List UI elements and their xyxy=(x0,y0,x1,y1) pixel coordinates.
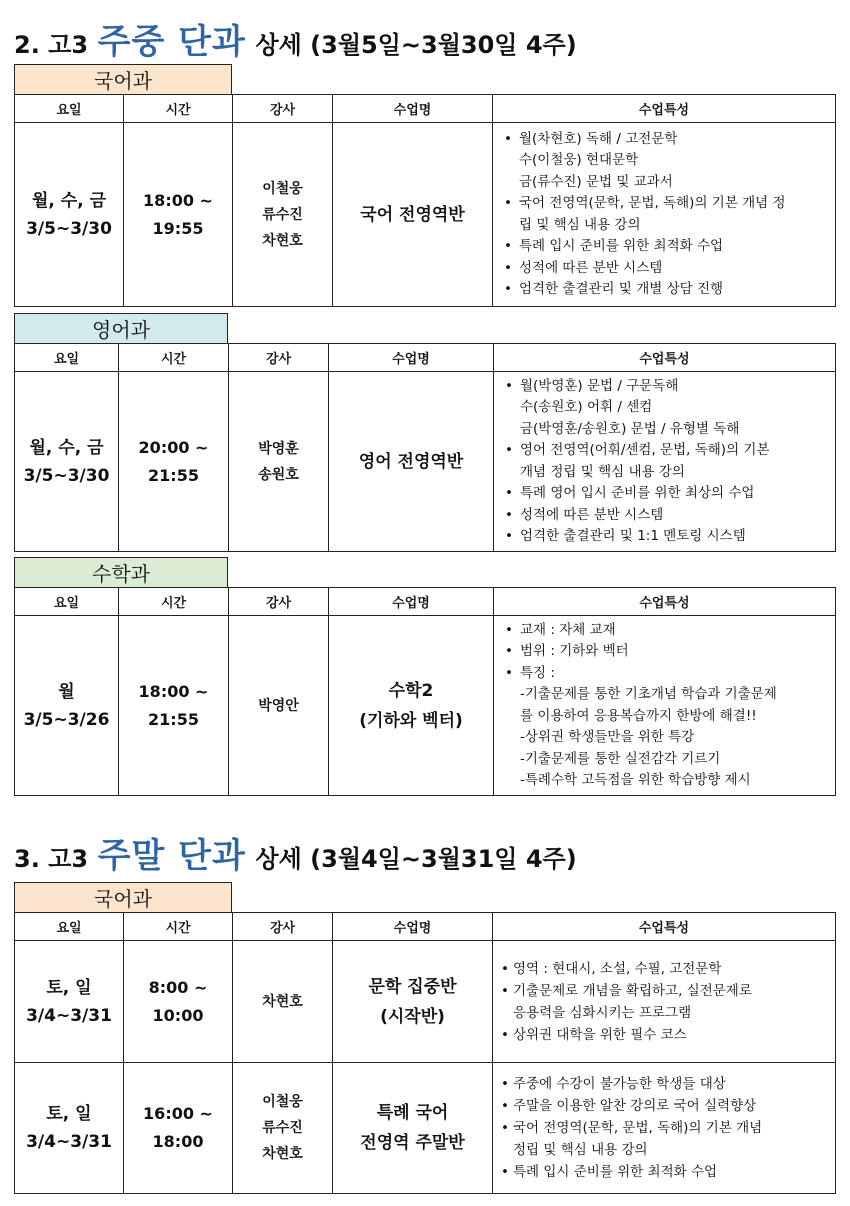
col-header-day: 요일 xyxy=(15,95,124,123)
col-header-teacher: 강사 xyxy=(229,588,329,616)
class-name-cell: 국어 전영역반 xyxy=(333,123,493,307)
feature-line: • 월(차현호) 독해 / 고전문학 xyxy=(497,129,829,151)
col-header-time: 시간 xyxy=(119,344,229,372)
col-header-class: 수업명 xyxy=(329,588,494,616)
heading-detail: 상세 (3월4일~3월31일 4주) xyxy=(255,845,577,873)
table-header-row xyxy=(15,344,836,372)
subject-tab-korean-weekend: 국어과 xyxy=(14,882,232,912)
col-header-time: 시간 xyxy=(119,588,229,616)
section-heading-weekday xyxy=(14,14,577,63)
col-header-class: 수업명 xyxy=(333,913,493,941)
col-header-class: 수업명 xyxy=(329,344,494,372)
feature-line: • 상위권 대학을 위한 필수 코스 xyxy=(497,1024,829,1046)
feature-line: -기출문제를 통한 기초개념 학습과 기출문제 xyxy=(520,686,777,702)
day-cell: 월, 수, 금 3/5~3/30 xyxy=(15,123,124,307)
heading-detail: 상세 (3월5일~3월30일 4주) xyxy=(255,31,577,59)
feature-line: • 엄격한 출결관리 및 개별 상담 진행 xyxy=(497,279,829,301)
features-cell xyxy=(494,616,836,796)
feature-line: • 엄격한 출결관리 및 1:1 멘토링 시스템 xyxy=(498,526,829,548)
feature-line: • 주말을 이용한 알찬 강의로 국어 실력향상 xyxy=(497,1095,829,1117)
time-cell: 18:00 ~ 19:55 xyxy=(124,123,233,307)
day-cell: 월 3/5~3/26 xyxy=(15,616,119,796)
col-header-features: 수업특성 xyxy=(494,588,836,616)
time-cell: 20:00 ~ 21:55 xyxy=(119,372,229,552)
col-header-features: 수업특성 xyxy=(494,344,836,372)
col-header-day: 요일 xyxy=(15,588,119,616)
feature-line: • 범위 : 기하와 벡터 xyxy=(498,641,829,663)
class-name-cell: 문학 집중반 (시작반) xyxy=(333,941,493,1063)
day-cell: 월, 수, 금 3/5~3/30 xyxy=(15,372,119,552)
feature-line: • 특례 입시 준비를 위한 최적화 수업 xyxy=(497,1161,829,1183)
teacher-cell: 이철웅 류수진 차현호 xyxy=(233,123,333,307)
feature-line: • 특례 영어 입시 준비를 위한 최상의 수업 xyxy=(498,483,829,505)
features-cell xyxy=(493,941,836,1063)
time-cell: 18:00 ~ 21:55 xyxy=(119,616,229,796)
table-row xyxy=(15,1063,836,1194)
subject-tab-math: 수학과 xyxy=(14,557,228,587)
col-header-features: 수업특성 xyxy=(493,95,836,123)
feature-line: -상위권 학생들만을 위한 특강 xyxy=(520,729,695,745)
table-row xyxy=(15,372,836,552)
col-header-teacher: 강사 xyxy=(233,95,333,123)
feature-line: 수(송원호) 어휘 / 센컴 xyxy=(520,399,653,415)
day-cell: 토, 일 3/4~3/31 xyxy=(15,941,124,1063)
col-header-day: 요일 xyxy=(15,913,124,941)
class-name-cell: 영어 전영역반 xyxy=(329,372,494,552)
feature-line: • 국어 전영역(문학, 문법, 독해)의 기본 개념 xyxy=(497,1117,829,1139)
col-header-teacher: 강사 xyxy=(229,344,329,372)
subject-tab-english: 영어과 xyxy=(14,313,228,343)
teacher-cell: 박영안 xyxy=(229,616,329,796)
col-header-teacher: 강사 xyxy=(233,913,333,941)
feature-line: • 기출문제로 개념을 확립하고, 실전문제로 xyxy=(497,980,829,1002)
feature-line: • 성적에 따른 분반 시스템 xyxy=(497,258,829,280)
feature-line: 금(박영훈/송원호) 문법 / 유형별 독해 xyxy=(520,420,740,437)
features-cell xyxy=(493,123,836,307)
feature-line: 수(이철웅) 현대문학 xyxy=(519,152,639,168)
feature-line: • 영어 전영역(어휘/센컴, 문법, 독해)의 기본 xyxy=(498,440,829,462)
table-header-row xyxy=(15,913,836,941)
feature-line: -특례수학 고득점을 위한 학습방향 제시 xyxy=(520,772,751,788)
day-cell: 토, 일 3/4~3/31 xyxy=(15,1063,124,1194)
feature-line: • 영역 : 현대시, 소설, 수필, 고전문학 xyxy=(497,958,829,980)
feature-line: • 특례 입시 준비를 위한 최적화 수업 xyxy=(497,236,829,258)
feature-line: 립 및 핵심 내용 강의 xyxy=(519,216,641,233)
teacher-cell: 박영훈 송원호 xyxy=(229,372,329,552)
features-cell xyxy=(494,372,836,552)
time-cell: 16:00 ~ 18:00 xyxy=(124,1063,233,1194)
col-header-class: 수업명 xyxy=(333,95,493,123)
col-header-day: 요일 xyxy=(15,344,119,372)
feature-line: -기출문제를 통한 실전감각 기르기 xyxy=(520,750,721,767)
feature-line: • 국어 전영역(문학, 문법, 독해)의 기본 개념 정 xyxy=(497,193,829,215)
table-header-row xyxy=(15,95,836,123)
table-row xyxy=(15,941,836,1063)
class-name-cell: 수학2 (기하와 벡터) xyxy=(329,616,494,796)
col-header-time: 시간 xyxy=(124,95,233,123)
feature-line: • 성적에 따른 분반 시스템 xyxy=(498,505,829,527)
subject-tab-korean: 국어과 xyxy=(14,64,232,94)
heading-number: 3. 고3 xyxy=(14,845,89,873)
col-header-features: 수업특성 xyxy=(493,913,836,941)
schedule-table-english xyxy=(14,343,836,552)
features-cell xyxy=(493,1063,836,1194)
teacher-cell: 이철웅 류수진 차현호 xyxy=(233,1063,333,1194)
schedule-table-korean-weekday xyxy=(14,94,836,307)
heading-highlight: 주말 단과 xyxy=(97,836,246,876)
table-row xyxy=(15,123,836,307)
feature-line: • 주중에 수강이 불가능한 학생들 대상 xyxy=(497,1073,829,1095)
table-row xyxy=(15,616,836,796)
schedule-table-korean-weekend xyxy=(14,912,836,1194)
feature-line: 를 이용하여 응용복습까지 한방에 해결!! xyxy=(520,707,757,724)
class-name-cell: 특례 국어 전영역 주말반 xyxy=(333,1063,493,1194)
time-cell: 8:00 ~ 10:00 xyxy=(124,941,233,1063)
section-heading-weekend xyxy=(14,828,577,877)
feature-line: 정립 및 핵심 내용 강의 xyxy=(513,1142,648,1158)
feature-line: • 교재 : 자체 교재 xyxy=(498,620,829,642)
teacher-cell: 차현호 xyxy=(233,941,333,1063)
heading-highlight: 주중 단과 xyxy=(97,22,246,62)
feature-line: • 월(박영훈) 문법 / 구문독해 xyxy=(498,376,829,398)
feature-line: 개념 정립 및 핵심 내용 강의 xyxy=(520,463,685,480)
col-header-time: 시간 xyxy=(124,913,233,941)
heading-number: 2. 고3 xyxy=(14,31,89,59)
feature-line: • 특징 : xyxy=(498,663,829,685)
table-header-row xyxy=(15,588,836,616)
feature-line: 금(류수진) 문법 및 교과서 xyxy=(519,173,673,190)
schedule-table-math xyxy=(14,587,836,796)
feature-line: 응용력을 심화시키는 프로그램 xyxy=(513,1004,692,1021)
